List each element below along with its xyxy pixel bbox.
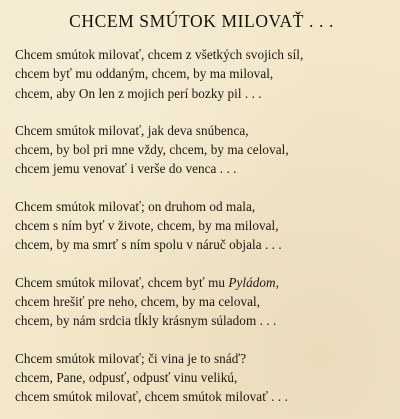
poem-title: CHCEM SMÚTOK MILOVAŤ . . .: [69, 11, 334, 31]
stanza-line: Chcem smútok milovať; on druhom od mala,: [15, 198, 256, 214]
stanza-spacer: [15, 179, 388, 197]
stanza-line: Chcem smútok milovať, chcem z všetkých svojich síl,: [15, 47, 304, 62]
stanza-line: Chcem smútok milovať; či vina je to snáď?: [15, 350, 247, 366]
stanza-line: chcem byť mu oddaným, chcem, by ma miloval,: [15, 66, 274, 82]
stanza-spacer: [15, 255, 388, 273]
stanza-spacer: [15, 103, 388, 121]
title-spacer: [15, 32, 388, 45]
stanza-line: chcem, aby On len z mojich perí bozky pil . . .: [15, 85, 262, 101]
stanza-line-start: Chcem smútok milovať, chcem byť mu: [15, 274, 229, 290]
stanza-line: chcem, by bol pri mne vždy, chcem, by ma celoval,: [15, 142, 289, 158]
stanza-line: Chcem smútok milovať, jak deva snúbenca,: [15, 122, 249, 138]
stanza-line: [15, 273, 388, 292]
stanza-spacer: [15, 331, 388, 349]
stanza-5: [15, 349, 388, 407]
stanza-line: chcem jemu venovať i verše do venca . . .: [15, 161, 237, 177]
emphasized-word: Pyládom,: [228, 274, 279, 290]
stanza-4: [15, 273, 388, 331]
stanza-2: [15, 121, 388, 179]
stanza-line: chcem, by ma smrť s ním spolu v náruč objala . . .: [15, 237, 282, 253]
stanza-line: chcem, by nám srdcia tĺkly krásnym súladom . . .: [15, 313, 277, 329]
stanza-3: [15, 197, 388, 255]
stanza-line: chcem hrešiť pre neho, chcem, by ma celoval,: [15, 293, 261, 309]
stanza-line: chcem s ním byť v živote, chcem, by ma miloval,: [15, 218, 279, 234]
stanza-line: chcem smútok milovať, chcem smútok milovať . . .: [15, 389, 288, 405]
stanza-line: chcem, Pane, odpusť, odpusť vinu velikú,: [15, 369, 238, 385]
stanza-1: [15, 45, 388, 103]
